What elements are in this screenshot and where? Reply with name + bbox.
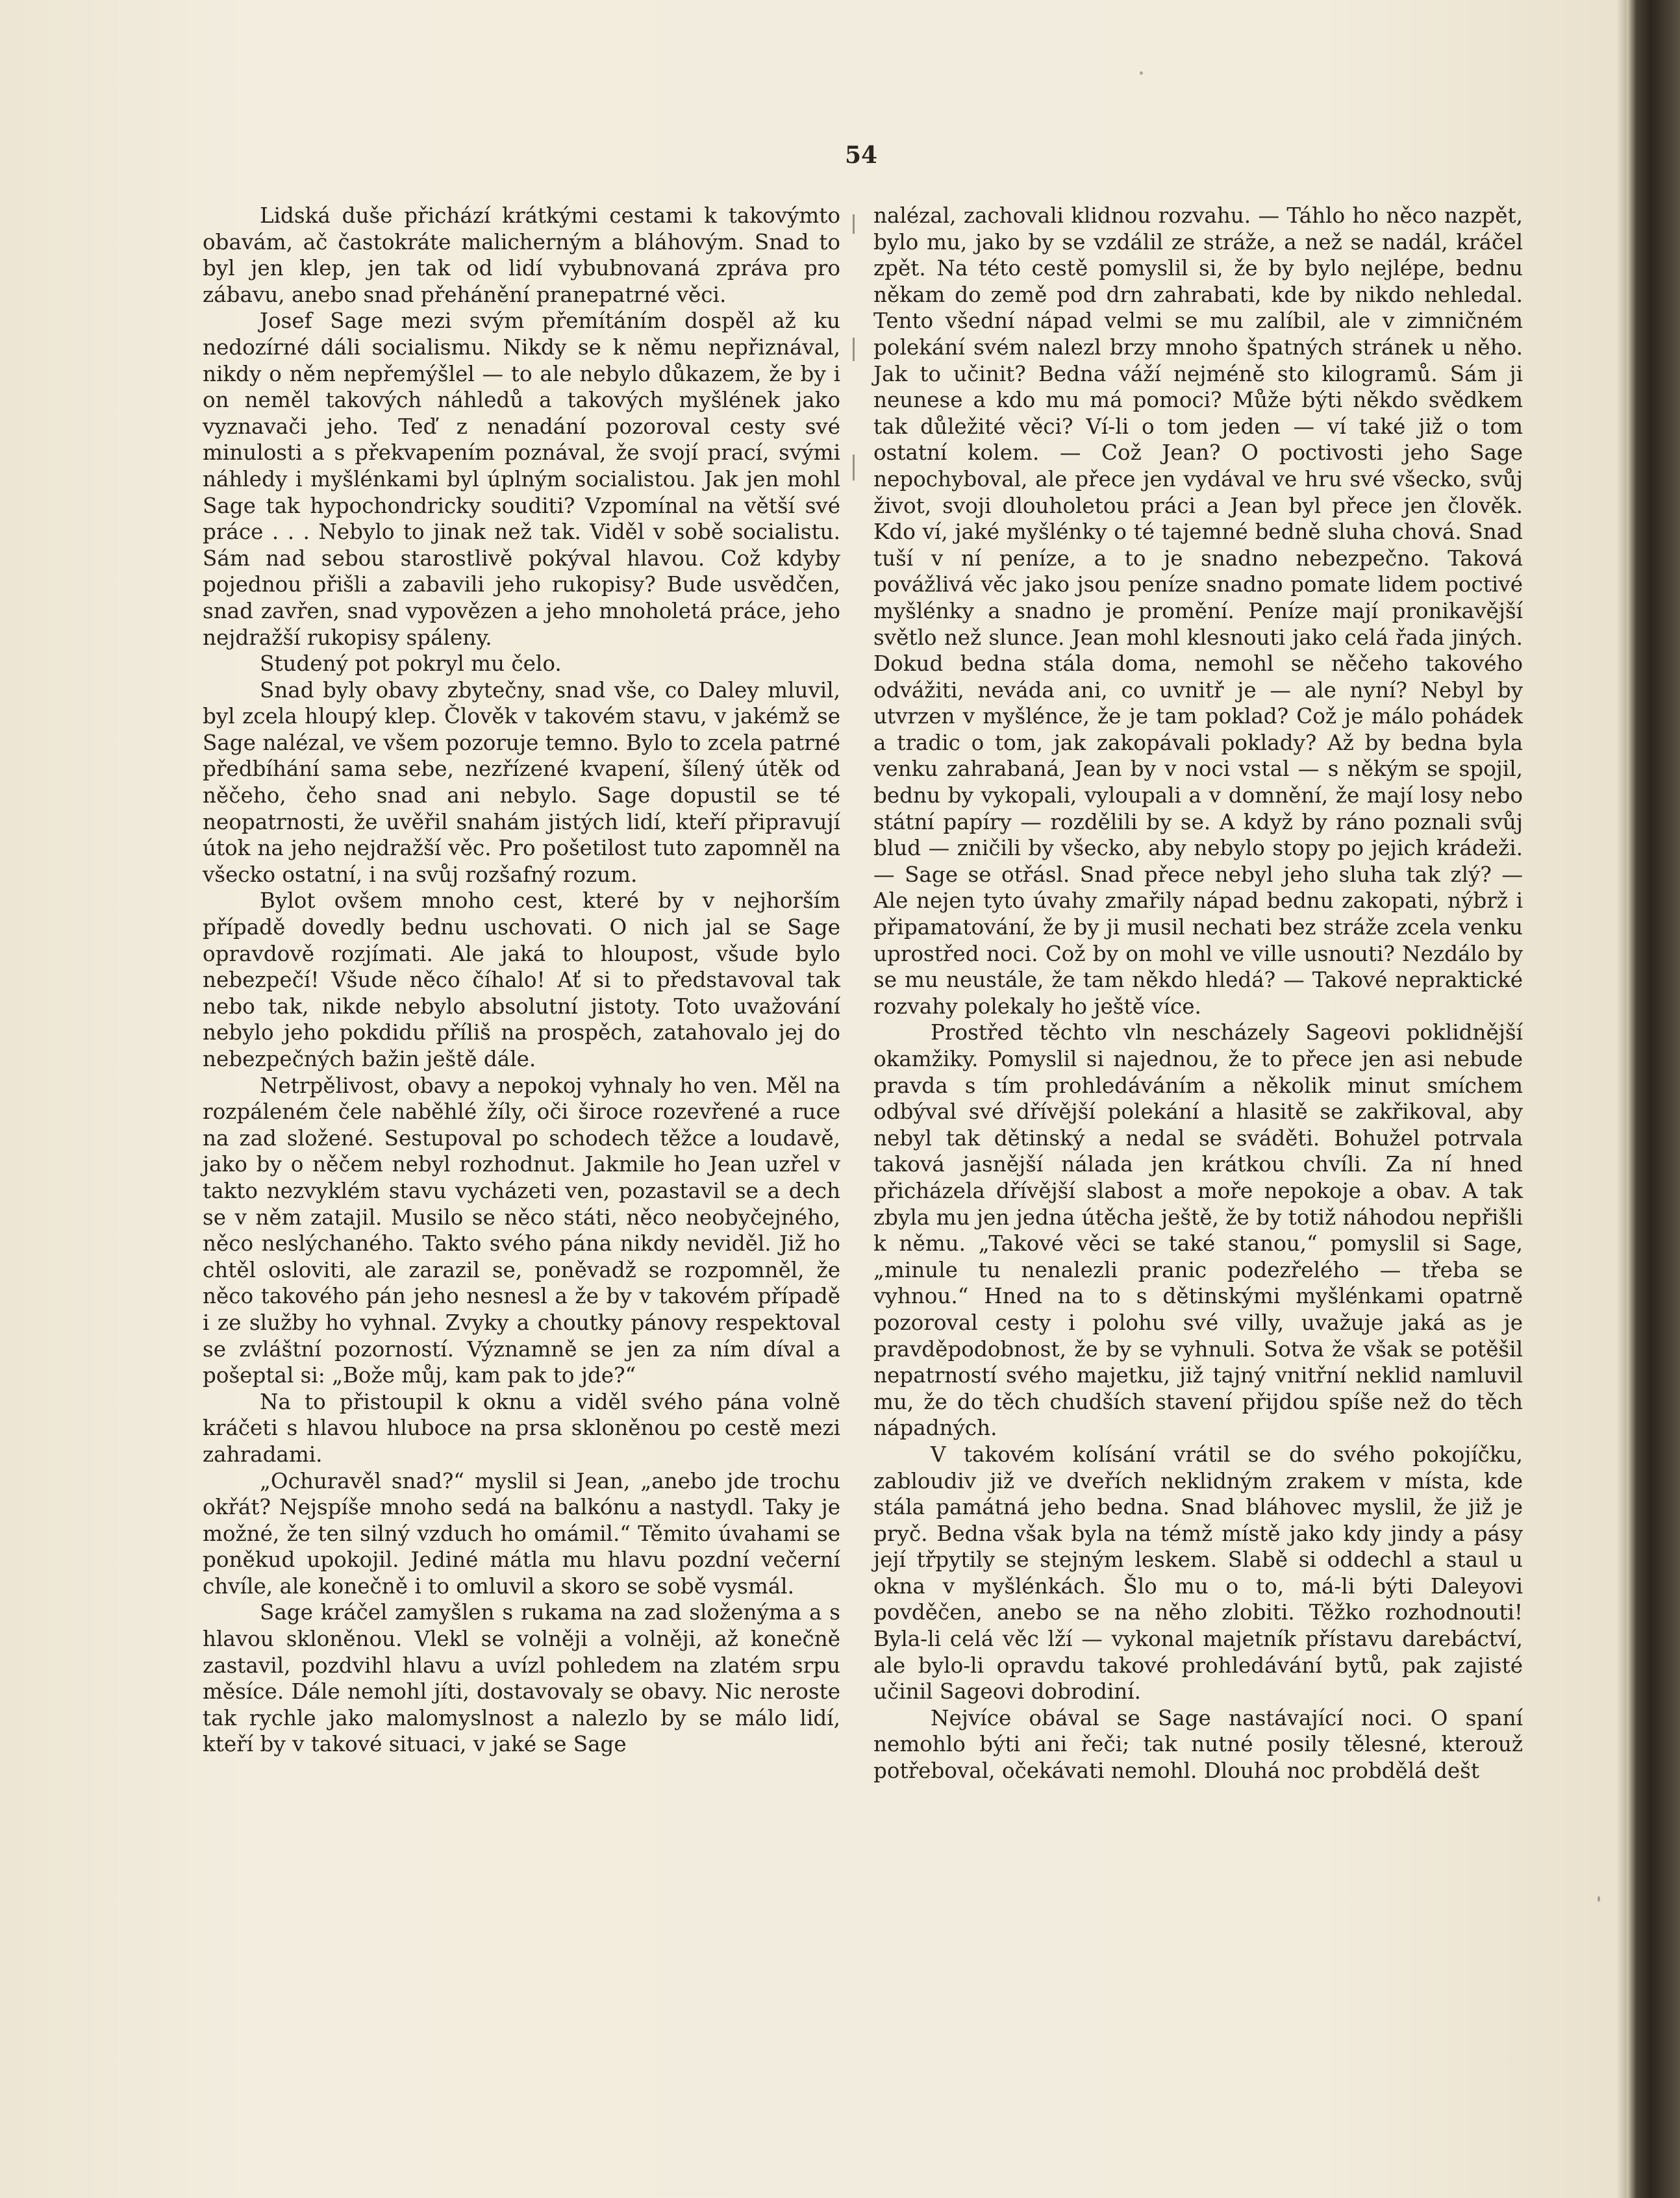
paragraph: Prostřed těchto vln nescházely Sageovi poklidnější okamžiky. Pomyslil si najednou, že to přece jen asi nebude pravda s tím prohledáváním a několik minut smíchem odbýval své dřívější polekání a hlasitě se zakřikoval, aby nebyl tak dětinský a nedal se sváděti. Bohužel potrvala taková jasnější nálada jen krátkou chvíli. Za ní hned přicházela dřívější slabost a moře nepokoje a obav. A tak zbyla mu jen jedna útěcha ještě, že by totiž náhodou nepřišli k němu. „Takové věci se také stanou,“ pomyslil si Sage, „minule tu nenalezli pranic podezřelého — třeba se vyhnou.“ Hned na to s dětinskými myšlénkami opatrně pozoroval cesty i polohu své villy, uvažuje jaká as je pravděpodobnost, že by se vyhnuli. Sotva že však se potěšil nepatrností svého majetku, již tajný vnitřní neklid namluvil mu, že do těch chudších stavení přijdou spíše než do těch nápadných. bbox=[873, 1020, 1523, 1441]
column-divider-mark bbox=[853, 455, 855, 481]
column-divider-mark bbox=[853, 214, 855, 234]
column-divider-mark bbox=[853, 338, 855, 361]
paragraph: Netrpělivost, obavy a nepokoj vyhnaly ho ven. Měl na rozpáleném čele naběhlé žíly, oči široce rozevřené a ruce na zad složené. Sestupoval po schodech těžce a loudavě, jako by o něčem nebyl rozhodnut. Jakmile ho Jean uzřel v takto nezvyklém stavu vycházeti ven, pozastavil se a dech se v něm zatajil. Musilo se něco státi, něco neobyčejného, něco neslýchaného. Takto svého pána nikdy neviděl. Již ho chtěl osloviti, ale zarazil se, poněvadž se rozpomněl, že něco takového pán jeho nesnesl a že by v takovém případě i ze služby ho vyhnal. Zvyky a choutky pánovy respektoval se zvláštní pozorností. Významně se jen za ním díval a pošeptal si: „Bože můj, kam pak to jde?“ bbox=[203, 1073, 840, 1388]
paragraph: Lidská duše přichází krátkými cestami k takovýmto obavám, ač častokráte malicherným a bláhovým. Snad to byl jen klep, jen tak od lidí vybubnovaná zpráva pro zábavu, anebo snad přehánění pranepatrné věci. bbox=[203, 203, 840, 307]
book-binding bbox=[1627, 0, 1680, 2198]
page-number: 54 bbox=[844, 142, 878, 169]
left-text-column bbox=[203, 203, 840, 1758]
paper-speck bbox=[1598, 1896, 1600, 1902]
paragraph: „Ochuravěl snad?“ myslil si Jean, „anebo jde trochu okřát? Nejspíše mnoho sedá na balkónu a nastydl. Taky je možné, že ten silný vzduch ho omámil.“ Těmito úvahami se poněkud upokojil. Jediné mátla mu hlavu pozdní večerní chvíle, ale konečně i to omluvil a skoro se sobě vysmál. bbox=[203, 1468, 840, 1599]
paper-speck bbox=[1140, 71, 1143, 75]
paragraph: Josef Sage mezi svým přemítáním dospěl až ku nedozírné dáli socialismu. Nikdy se k němu nepřiznával, nikdy o něm nepřemýšlel — to ale nebylo důkazem, že by i on neměl takových náhledů a takových myšlének jako vyznavači jeho. Teď z nenadání pozoroval cesty své minulosti a s překvapením poznával, že svojí prací, svými náhledy i myšlénkami byl úplným socialistou. Jak jen mohl Sage tak hypochondricky souditi? Vzpomínal na větší své práce . . . Nebylo to jinak než tak. Viděl v sobě socialistu. Sám nad sebou starostlivě pokýval hlavou. Což kdyby pojednou přišli a zabavili jeho rukopisy? Bude usvědčen, snad zavřen, snad vypovězen a jeho mnoholetá práce, jeho nejdražší rukopisy spáleny. bbox=[203, 308, 840, 650]
paragraph: nalézal, zachovali klidnou rozvahu. — Táhlo ho něco nazpět, bylo mu, jako by se vzdálil ze stráže, a než se nadál, kráčel zpět. Na této cestě pomyslil si, že by bylo nejlépe, bednu někam do země pod drn zahrabati, kde by nikdo nehledal. Tento všední nápad velmi se mu zalíbil, ale v zimničném polekání svém nalezl brzy mnoho špatných stránek u něho. Jak to učinit? Bedna váží nejméně sto kilogramů. Sám ji neunese a kdo mu má pomoci? Může býti někdo svědkem tak důležité věci? Ví-li o tom jeden — ví také již o tom ostatní kolem. — Což Jean? O poctivosti jeho Sage nepochyboval, ale přece jen vydával ve hru své všecko, svůj život, svoji dlouholetou práci a Jean byl přece jen člověk. Kdo ví, jaké myšlénky o té tajemné bedně sluha chová. Snad tuší v ní peníze, a to je snadno nebezpečno. Taková povážlivá věc jako jsou peníze snadno pomate lidem poctivé myšlénky a snadno je promění. Peníze mají pronikavější světlo než slunce. Jean mohl klesnouti jako celá řada jiných. Dokud bedna stála doma, nemohl se něčeho takového odvážiti, neváda ani, co uvnitř je — ale nyní? Nebyl by utvrzen v myšlénce, že je tam poklad? Což je málo pohádek a tradic o tom, jak zakopávali poklady? Až by bedna byla venku zahrabaná, Jean by v noci vstal — s někým se spojil, bednu by vykopali, vyloupali a v domnění, že mají losy nebo státní papíry — rozdělili by se. A když by ráno poznali svůj blud — zničili by všecko, aby nebylo stopy po jejich krádeži. — Sage se otřásl. Snad přece nebyl jeho sluha tak zlý? — Ale nejen tyto úvahy zmařily nápad bednu zakopati, nýbrž i připamatování, že by ji musil nechati bez stráže zcela venku uprostřed noci. Což by on mohl ve ville usnouti? Nezdálo by se mu neustále, že tam někdo hledá? — Takové nepraktické rozvahy polekaly ho ještě více. bbox=[873, 203, 1523, 1019]
paragraph: Nejvíce obával se Sage nastávající noci. O spaní nemohlo býti ani řeči; tak nutné posily tělesné, kterouž potřeboval, očekávati nemohl. Dlouhá noc probdělá dešt bbox=[873, 1705, 1523, 1784]
paragraph: Sage kráčel zamyšlen s rukama na zad složenýma a s hlavou skloněnou. Vlekl se volněji a volněji, až konečně zastavil, pozdvihl hlavu a uvízl pohledem na zlatém srpu měsíce. Dále nemohl jíti, dostavovaly se obavy. Nic neroste tak rychle jako malomyslnost a nalezlo by se málo lidí, kteří by v takové situaci, v jaké se Sage bbox=[203, 1600, 840, 1757]
paragraph: Snad byly obavy zbytečny, snad vše, co Daley mluvil, byl zcela hloupý klep. Člověk v takovém stavu, v jakémž se Sage nalézal, ve všem pozoruje temno. Bylo to zcela patrné předbíhání sama sebe, nezřízené kvapení, šílený útěk od něčeho, čeho snad ani nebylo. Sage dopustil se té neopatrnosti, že uvěřil snahám jistých lidí, kteří připravují útok na jeho nejdražší věc. Pro pošetilost tuto zapomněl na všecko ostatní, i na svůj rozšafný rozum. bbox=[203, 677, 840, 887]
paragraph: Studený pot pokryl mu čelo. bbox=[260, 651, 562, 677]
paragraph: Na to přistoupil k oknu a viděl svého pána volně kráčeti s hlavou hluboce na prsa skloněnou po cestě mezi zahradami. bbox=[203, 1389, 840, 1467]
paragraph: V takovém kolísání vrátil se do svého pokojíčku, zabloudiv již ve dveřích neklidným zrakem v místa, kde stála památná jeho bedna. Snad bláhovec myslil, že již je pryč. Bedna však byla na témž místě jako kdy jindy a pásy její třpytily se stejným leskem. Slabě si oddechl a staul u okna v myšlénkách. Šlo mu o to, má-li býti Daleyovi povděčen, anebo se na něho zlobiti. Těžko rozhodnouti! Byla-li celá věc lží — vykonal majetník přístavu darebáctví, ale bylo-li opravdu takové prohledávání bytů, pak zajisté učinil Sageovi dobrodiní. bbox=[873, 1442, 1523, 1705]
paragraph: Bylot ovšem mnoho cest, které by v nejhorším případě dovedly bednu uschovati. O nich jal se Sage opravdově rozjímati. Ale jaká to hloupost, všude bylo nebezpečí! Všude něco číhalo! Ať si to představoval tak nebo tak, nikde nebylo absolutní jistoty. Toto uvažování nebylo jeho pokdidu příliš na prospěch, zatahovalo jej do nebezpečných bažin ještě dále. bbox=[203, 888, 840, 1071]
right-text-column bbox=[873, 203, 1523, 1784]
